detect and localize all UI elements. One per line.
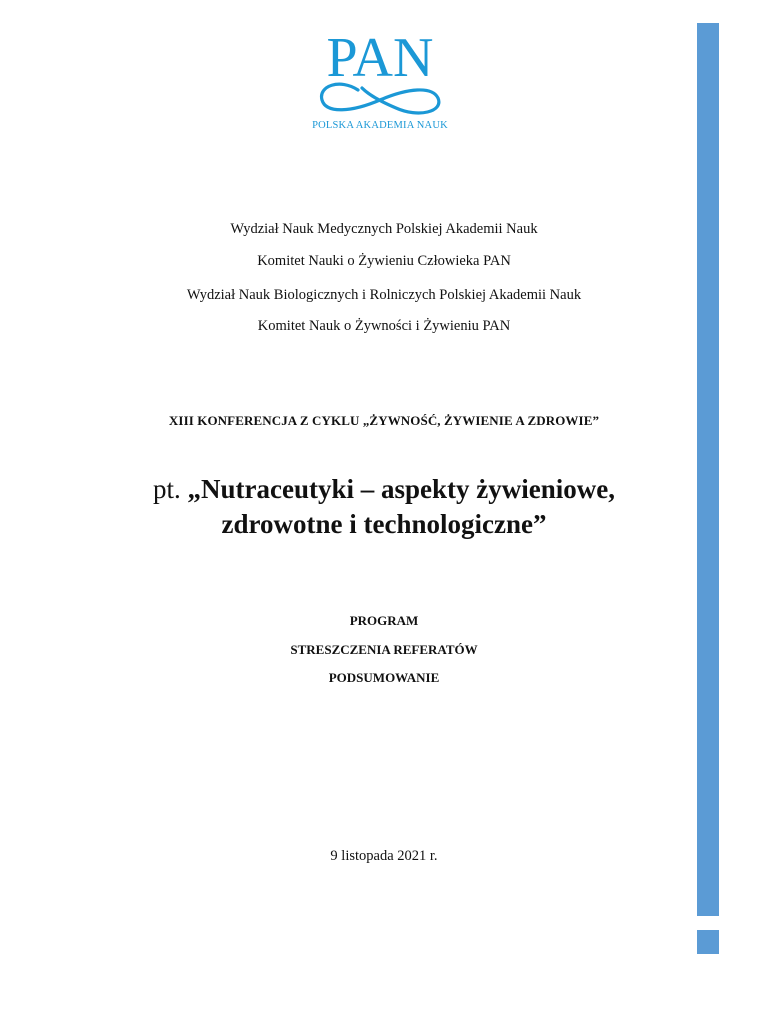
section-label-program: PROGRAM bbox=[349, 613, 419, 628]
conference-heading: XIII KONFERENCJA Z CYKLU „ŻYWNOŚĆ, ŻYWIENIE A ZDROWIE” bbox=[168, 413, 600, 428]
title-prefix: pt. bbox=[153, 474, 188, 504]
title-text-1: „Nutraceutyki – aspekty żywieniowe, bbox=[187, 474, 615, 504]
institution-line: Wydział Nauk Medycznych Polskiej Akademii Nauk bbox=[230, 221, 538, 237]
decorative-side-bar-small bbox=[697, 930, 719, 954]
title-line-1 bbox=[0, 474, 768, 505]
institution-line: Komitet Nauk o Żywności i Żywieniu PAN bbox=[257, 318, 511, 334]
title-line-2: zdrowotne i technologiczne” bbox=[221, 509, 547, 539]
section-label-abstracts: STRESZCZENIA REFERATÓW bbox=[290, 642, 478, 657]
logo-letters: PAN bbox=[326, 28, 434, 89]
decorative-side-bar bbox=[697, 23, 719, 916]
section-label-summary: PODSUMOWANIE bbox=[328, 670, 440, 685]
conference-date: 9 listopada 2021 r. bbox=[330, 848, 438, 864]
logo-caption: POLSKA AKADEMIA NAUK bbox=[312, 120, 448, 131]
institution-line: Komitet Nauki o Żywieniu Człowieka PAN bbox=[257, 253, 511, 269]
institution-line: Wydział Nauk Biologicznych i Rolniczych Polskiej Akademii Nauk bbox=[186, 287, 582, 303]
